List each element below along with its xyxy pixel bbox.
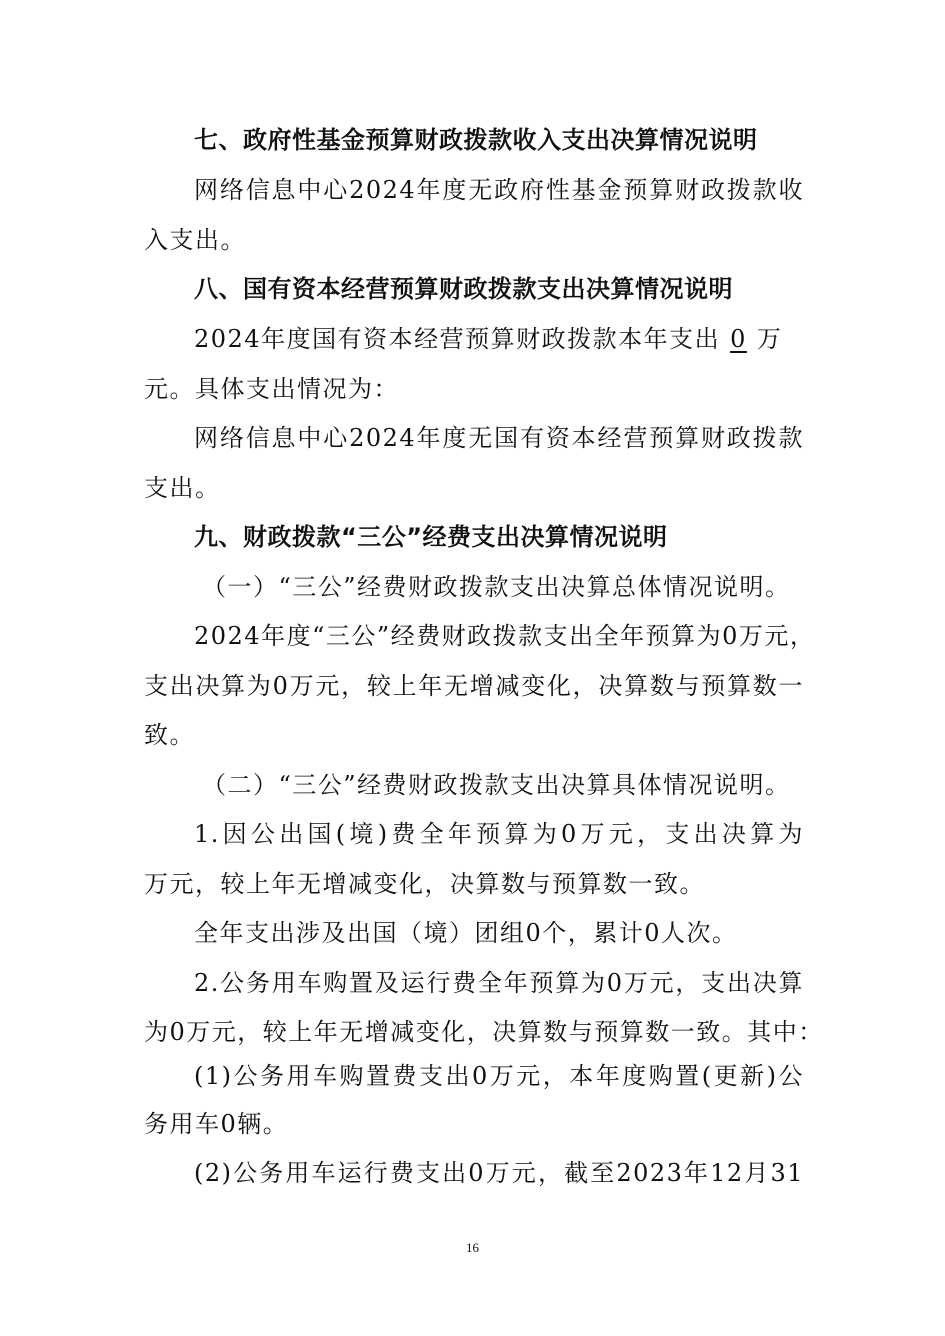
section-9-sub-1-line-2: 支出决算为0万元，较上年无增减变化，决算数与预算数一	[144, 672, 804, 700]
page-number: 16	[466, 1240, 479, 1255]
section-9-sub-1-line-1: 2024年度“三公”经费财政拨款支出全年预算为0万元，	[194, 622, 816, 650]
item-2a-line-1: (1)公务用车购置费支出0万元，本年度购置(更新)公	[194, 1062, 804, 1090]
section-9-heading: 九、财政拨款“三公”经费支出决算情况说明	[194, 523, 668, 551]
item-2b-line-1: (2)公务用车运行费支出0万元，截至2023年12月31	[194, 1159, 804, 1187]
item-2-line-2: 为0万元，较上年无增减变化，决算数与预算数一致。其中：	[144, 1018, 824, 1046]
section-9-subheading-2: （二）“三公”经费财政拨款支出决算具体情况说明。	[202, 771, 791, 799]
section-9-subheading-1: （一）“三公”经费财政拨款支出决算总体情况说明。	[202, 573, 791, 601]
section-9-sub-1-line-3: 致。	[144, 721, 195, 749]
section-8-paragraph-1-line-2: 元。具体支出情况为：	[144, 375, 399, 403]
section-8-paragraph-1-line-1	[194, 323, 804, 355]
item-1-line-2: 万元，较上年无增减变化，决算数与预算数一致。	[144, 870, 705, 898]
section-8-paragraph-2-line-2: 支出。	[144, 474, 221, 502]
section-8-expenditure-value: 0	[730, 325, 747, 353]
section-8-text-after-value: 万	[756, 325, 783, 353]
item-1-line-3: 全年支出涉及出国（境）团组0个，累计0人次。	[194, 919, 738, 947]
section-7-paragraph-line-2: 入支出。	[144, 226, 246, 254]
section-7-heading: 七、政府性基金预算财政拨款收入支出决算情况说明	[194, 126, 758, 154]
item-2-line-1: 2.公务用车购置及运行费全年预算为0万元，支出决算	[194, 969, 804, 997]
section-8-heading: 八、国有资本经营预算财政拨款支出决算情况说明	[194, 275, 733, 303]
section-8-paragraph-2-line-1: 网络信息中心2024年度无国有资本经营预算财政拨款	[194, 424, 804, 452]
section-7-paragraph-line-1: 网络信息中心2024年度无政府性基金预算财政拨款收	[194, 176, 804, 204]
section-8-text-before-value: 2024年度国有资本经营预算财政拨款本年支出	[194, 325, 721, 353]
item-2a-line-2: 务用车0辆。	[144, 1110, 289, 1138]
item-1-line-1: 1.因公出国(境)费全年预算为0万元，支出决算为	[194, 820, 804, 848]
